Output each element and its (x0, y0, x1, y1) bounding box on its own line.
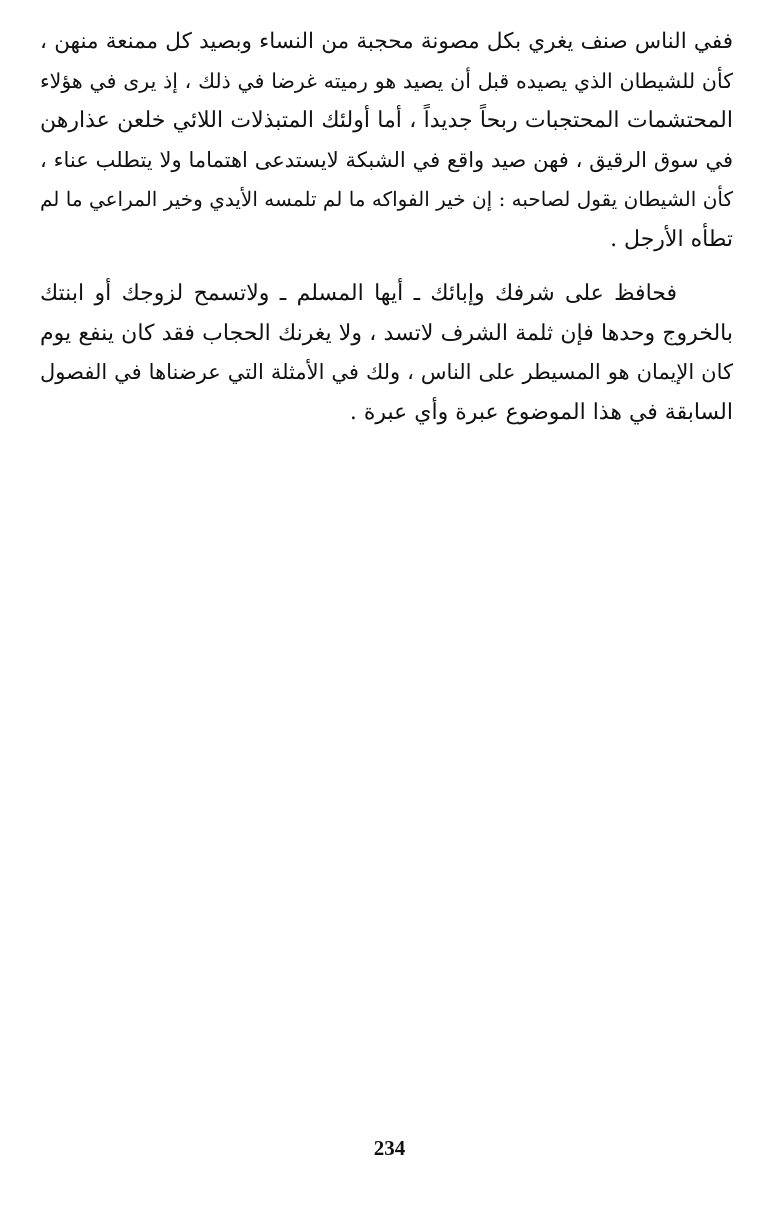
paragraph-line: كأن للشيطان الذي يصيده قبل أن يصيد هو رميته غرضا في ذلك ، إذ يرى في هؤلاء (40, 68, 733, 93)
paragraph-line: المحتشمات المحتجبات ربحاً جديداً ، أما أولئك المتبذلات اللائي خلعن عذارهن (40, 108, 733, 133)
paragraph-line: فحافظ على شرفك وإبائك ـ أيها المسلم ـ ولاتسمح لزوجك أو ابنتك (40, 281, 677, 306)
paragraph-line: في سوق الرقيق ، فهن صيد واقع في الشبكة لايستدعى اهتماما ولا يتطلب عناء ، (40, 147, 733, 172)
paragraph-line: السابقة في هذا الموضوع عبرة وأي عبرة . (349, 399, 733, 425)
paragraph-line: بالخروج وحدها فإن ثلمة الشرف لاتسد ، ولا يغرنك الحجاب فقد كان ينفع يوم (40, 320, 733, 346)
paragraph-line: كأن الشيطان يقول لصاحبه : إن خير الفواكه ما لم تلمسه الأيدي وخير المراعي ما لم (40, 187, 734, 211)
paragraph-2 (40, 274, 733, 432)
paragraph-line: تطأه الأرجل . (610, 226, 733, 252)
page-number: 234 (373, 1136, 406, 1160)
paragraph-line: ففي الناس صنف يغري بكل مصونة محجبة من النساء وبصيد كل ممنعة منهن ، (40, 29, 733, 54)
paragraph-line: كان الإيمان هو المسيطر على الناس ، ولك في الأمثلة التي عرضناها في الفصول (40, 360, 733, 384)
paragraph-1 (40, 22, 733, 259)
